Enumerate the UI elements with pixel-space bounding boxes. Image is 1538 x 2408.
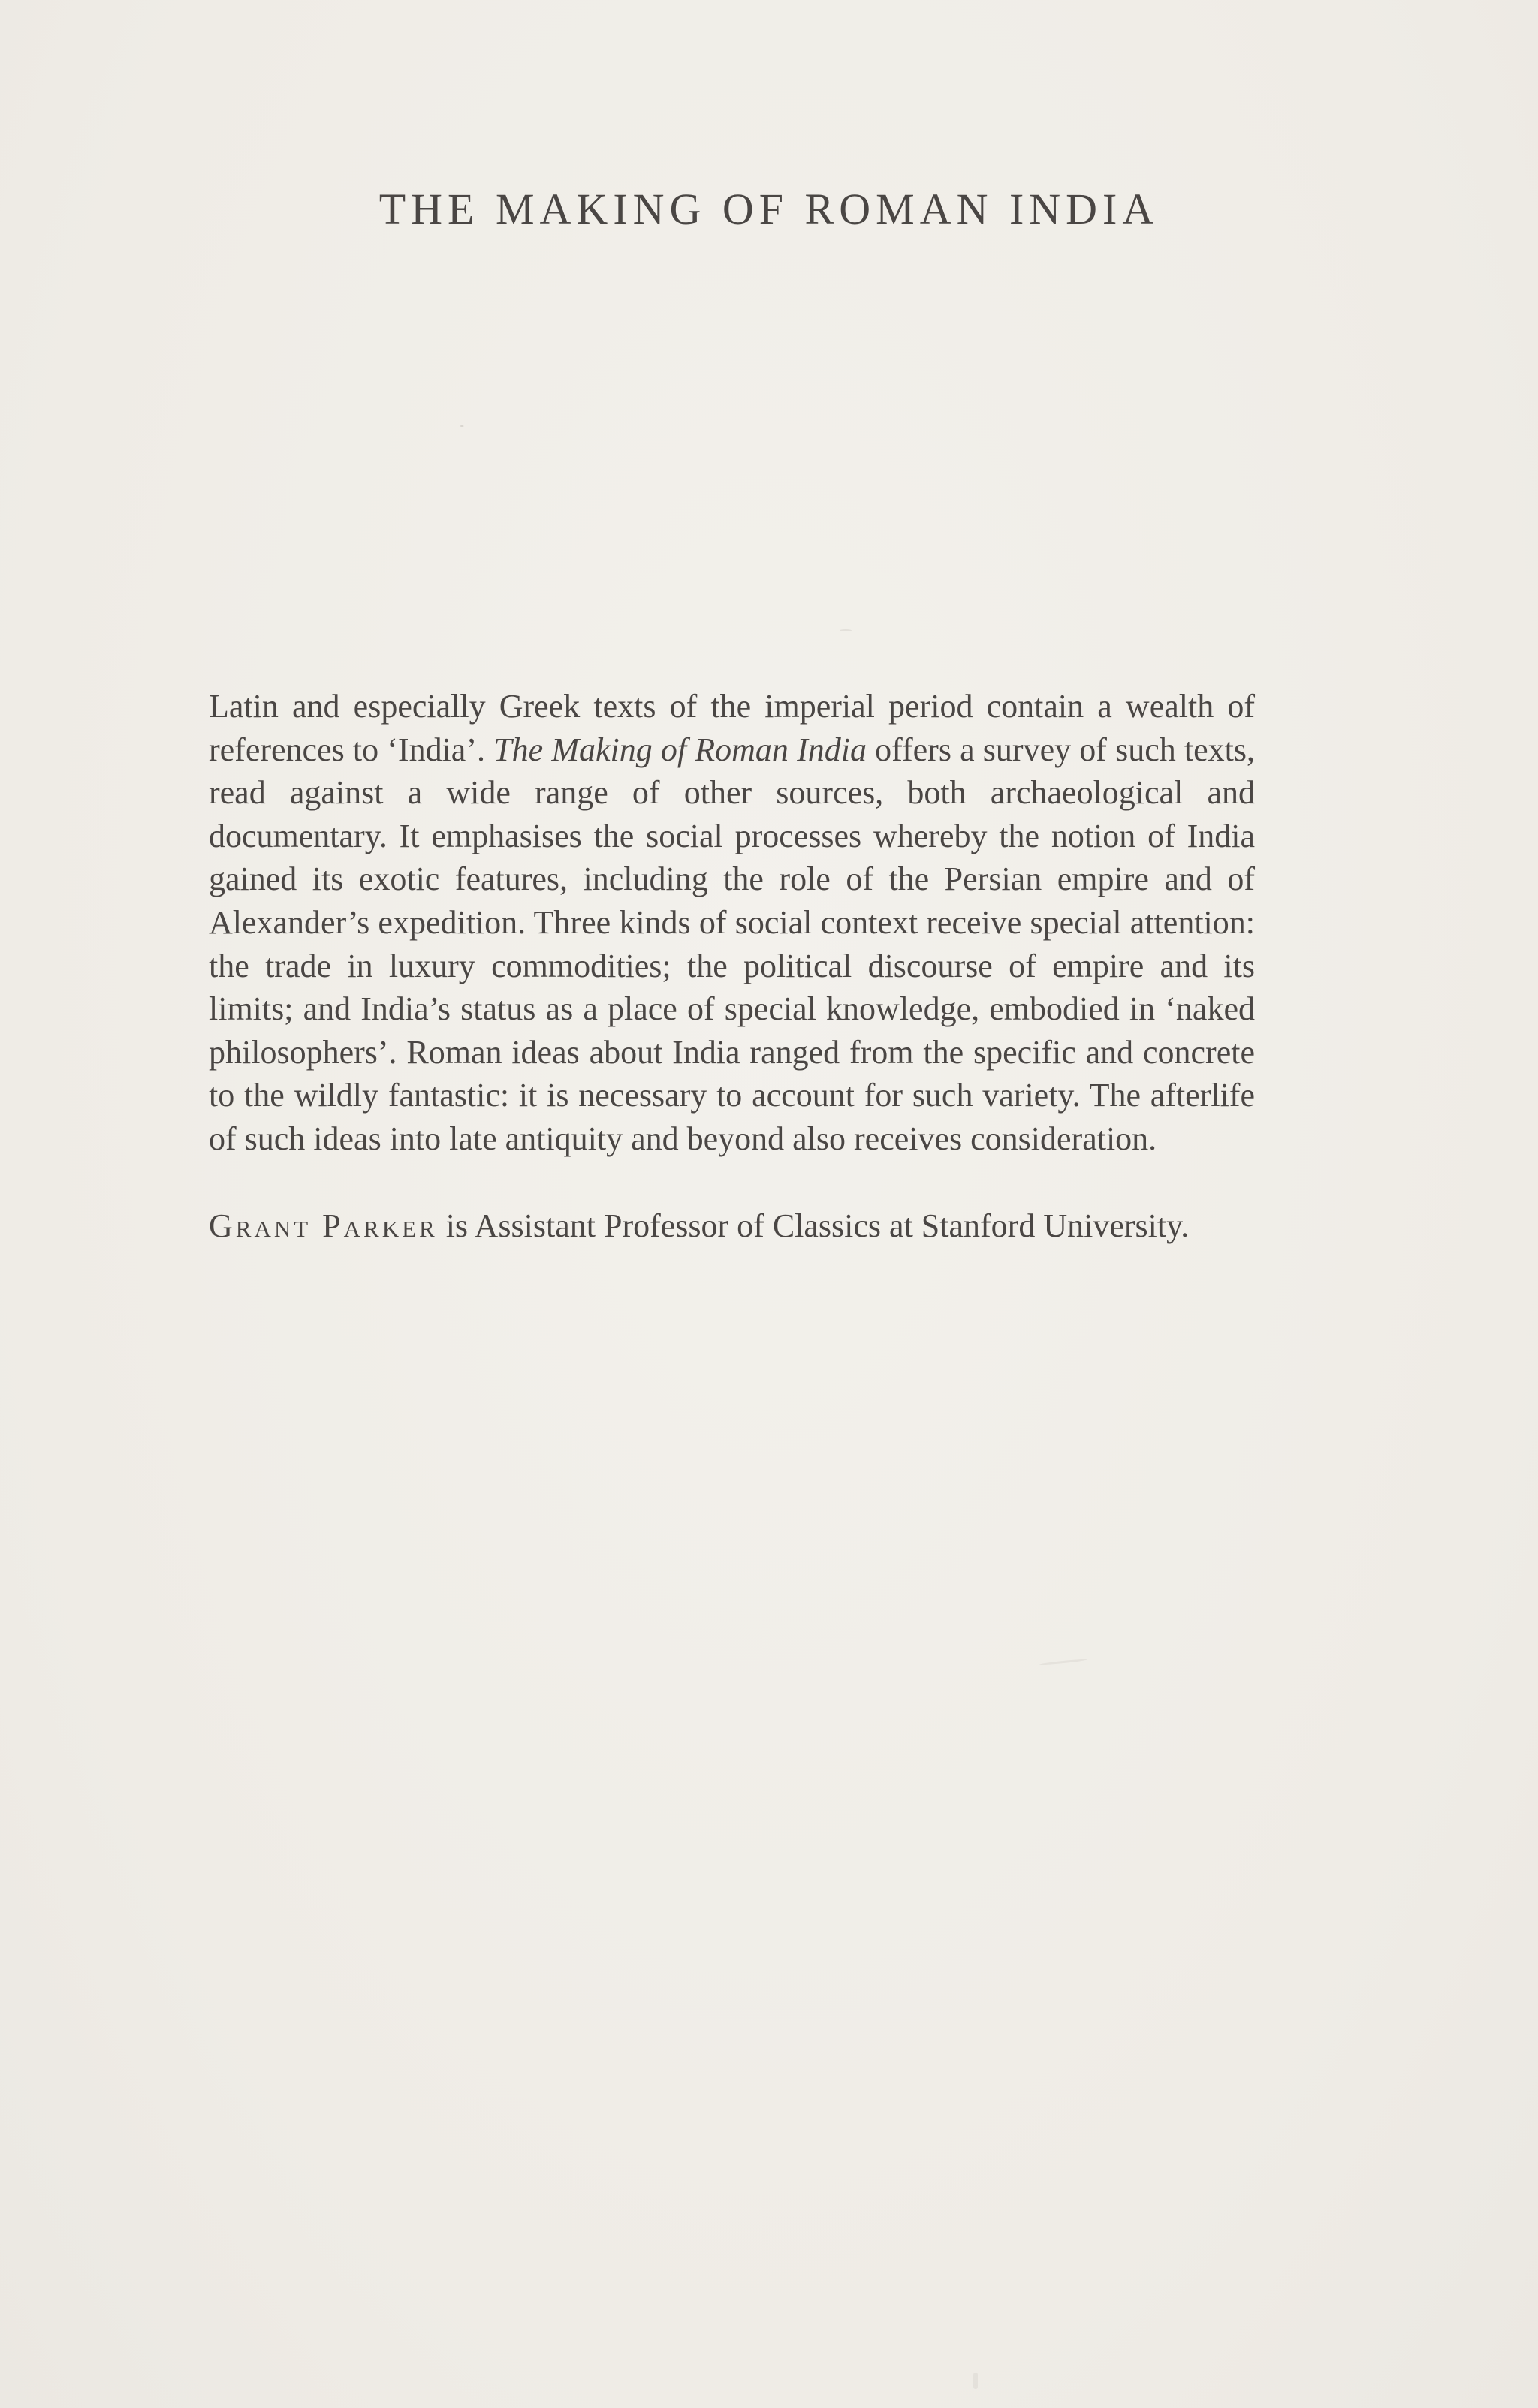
author-note [209,1204,1255,1248]
author-description: is Assistant Professor of Classics at Stanford University. [437,1207,1190,1244]
paper-speck [1039,1659,1087,1666]
blurb-italic-title: The Making of Roman India [493,731,867,768]
paper-speck [840,629,852,631]
blurb-intro: Latin and especially Greek texts of the imperial period contain a wealth of references to ‘India’. [209,688,1255,768]
blurb-rest: offers a survey of such texts, read against a wide range of other sources, both archaeological and documentary. It emphasises the social processes whereby the notion of India gained its exotic features, including the role of the Persian empire and of Alexander’s expedition. Three kinds of social context receive special attention: the trade in luxury commodities; the political discourse of empire and its limits; and India’s status as a place of special knowledge, embodied in ‘naked philosophers’. Roman ideas about India ranged from the specific and concrete to the wildly fantastic: it is necessary to account for such variety. The afterlife of such ideas into late antiquity and beyond also receives consideration. [209,731,1255,1157]
description-block [209,685,1255,1247]
paper-speck [973,2373,978,2389]
paper-speck [460,425,464,427]
book-blurb [209,685,1255,1161]
author-name: Grant Parker [209,1207,438,1244]
book-title: THE MAKING OF ROMAN INDIA [378,185,1160,234]
